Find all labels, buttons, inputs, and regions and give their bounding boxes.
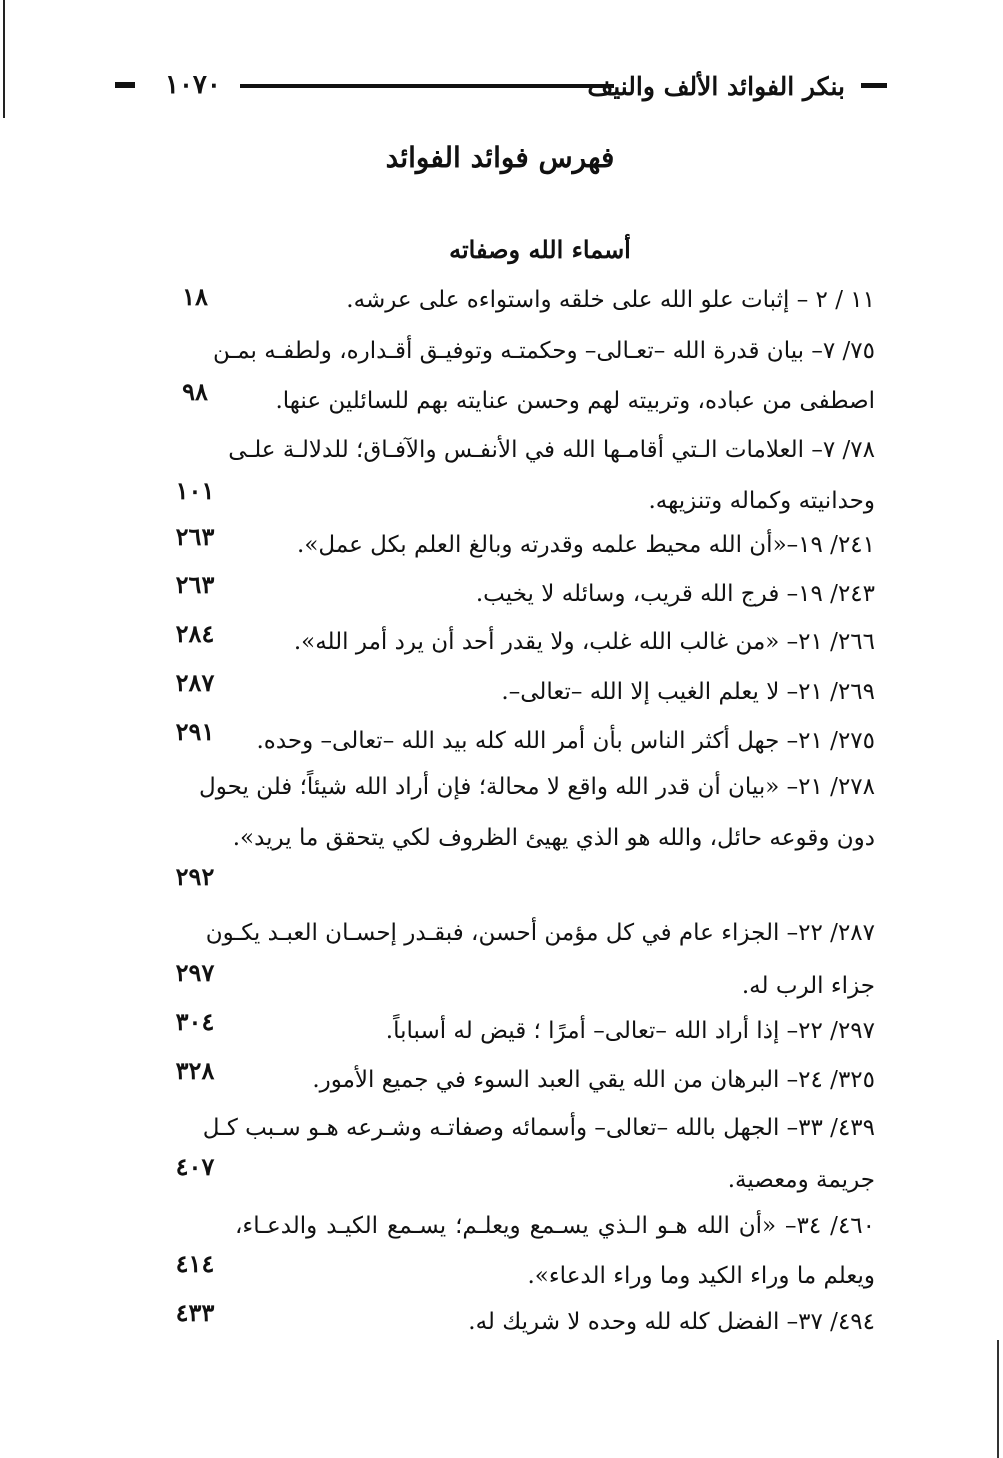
scan-edge-right [997,1340,999,1458]
page-title: فهرس فوائد الفوائد [385,141,615,174]
entry-page-number: ٣٢٨ [175,1056,215,1085]
entry-line: ٢٩٧/ ٢٢– إذا أراد الله –تعالى– أمرًا ؛ قيض له أسباباً. [385,1018,875,1044]
entry-page-number: ٤٣٣ [175,1298,215,1327]
entry-line: جزاء الرب له. [741,973,875,999]
entry-page-number: ٤٠٧ [175,1152,215,1181]
entry-line: دون وقوعه حائل، والله هو الذي يهيئ الظروف لكي يتحقق ما يريد». [232,825,875,851]
entry-line: ٢٦٦/ ٢١– «من غالب الله غلب، ولا يقدر أحد أن يرد أمر الله». [293,629,875,655]
entry-page-number: ٢٦٣ [175,570,215,599]
entry-page-number: ٤١٤ [175,1249,215,1278]
entry-line: ٢٤٣/ ١٩– فرج الله قريب، وسائله لا يخيب. [475,581,875,607]
entry-line: ٢٧٥/ ٢١– جهل أكثر الناس بأن أمر الله كله بيد الله –تعالى– وحده. [256,728,875,754]
header-dash-right [861,83,887,88]
book-title: بنكر الفوائد الألف والنيف [587,72,845,101]
entry-line: ٤٦٠/ ٣٤– «أن الله هـو الـذي يسـمع ويعلـم؛ يسـمع الكيـد والدعـاء، [235,1213,875,1239]
entry-line: ٢٧٨/ ٢١– «بيان أن قدر الله واقع لا محالة؛ فإن أراد الله شيئاً؛ فلن يحول [199,774,875,800]
entry-line: ٢٤١/ ١٩–«أن الله محيط علمه وقدرته وبالغ العلم بكل عمل». [297,532,875,558]
running-header [115,64,887,110]
entry-page-number: ٢٩١ [175,717,215,746]
entry-line: ٧٨/ ٧– العلامات الـتي أقامـها الله في الأنفـس والآفـاق؛ للدلالـة علـى [228,437,875,463]
entry-line: ٣٢٥/ ٢٤– البرهان من الله يقي العبد السوء في جميع الأمور. [312,1067,875,1093]
entry-page-number: ٢٩٧ [175,958,215,987]
entry-page-number: ٢٦٣ [175,522,215,551]
entry-line: ويعلم ما وراء الكيد وما وراء الدعاء». [527,1263,875,1289]
entry-page-number: ٢٨٤ [175,619,215,648]
entry-page-number: ١٨ [182,282,208,311]
entry-page-number: ١٠١ [175,476,215,505]
section-title: أسماء الله وصفاته [449,235,631,264]
page-number: ١٠٧٠ [165,70,221,100]
entry-line: ٤٣٩/ ٣٣– الجهل بالله –تعالى– وأسمائه وصفاتـه وشـرعه هـو سـبب كـل [202,1115,875,1141]
scan-edge-left [3,0,5,118]
entry-line: جريمة ومعصية. [727,1167,875,1193]
entry-line: ٢٦٩/ ٢١– لا يعلم الغيب إلا الله –تعالى–. [501,679,875,705]
entry-page-number: ٢٩٢ [175,862,215,891]
header-dash-left [115,82,135,88]
entry-page-number: ٢٨٧ [175,668,215,697]
entry-line: ٢٨٧/ ٢٢– الجزاء عام في كل مؤمن أحسن، فبقـدر إحسـان العبـد يكـون [205,920,875,946]
entry-line: وحدانيته وكماله وتنزيهه. [648,488,875,514]
entry-page-number: ٣٠٤ [175,1007,215,1036]
entry-page-number: ٩٨ [182,377,208,406]
entry-line: ٧٥/ ٧– بيان قدرة الله –تعـالى– وحكمتـه وتوفيـق أقـداره، ولطفـه بمـن [212,338,875,364]
entry-line: ١١ / ٢ – إثبات علو الله على خلقه واستواءه على عرشه. [346,287,875,313]
header-rule [240,84,614,88]
entry-line: اصطفى من عباده، وتربيته لهم وحسن عنايته بهم للسائلين عنها. [275,388,875,414]
entry-line: ٤٩٤/ ٣٧– الفضل كله لله وحده لا شريك له. [468,1309,875,1335]
